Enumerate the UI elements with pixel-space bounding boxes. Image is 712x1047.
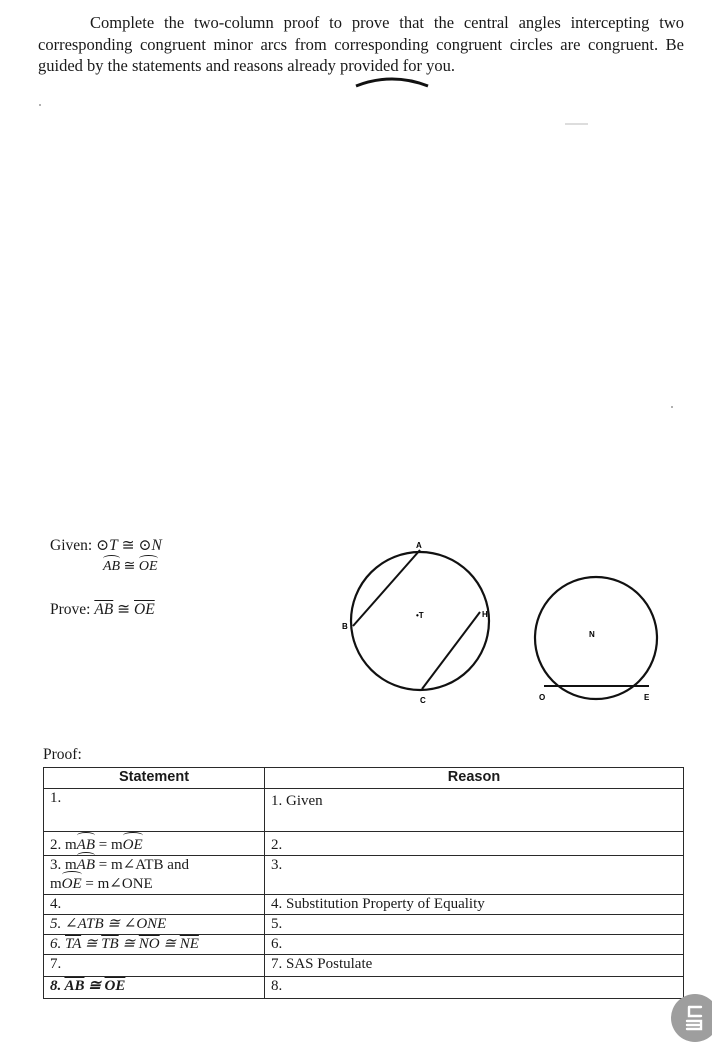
proof-row-2 [44,832,684,856]
circle-t [351,552,489,690]
statement-6-prefix: 6. [50,936,65,952]
statement-8-seg-oe: $\overline{OE}$ [104,978,126,994]
proof-row-3 [44,856,684,895]
statement-1[interactable]: 1. [44,789,265,832]
statement-6-congruent-2: ≅ [118,936,139,952]
reason-2[interactable]: 2. [265,832,684,856]
statement-3[interactable] [44,856,265,895]
statement-2-mid: = m [95,837,123,853]
statement-6-seg-ne: $\overline{NE}$ [179,936,199,952]
statement-8-seg-ab: $\overline{AB}$ [64,978,85,994]
statement-header: Statement [44,768,265,789]
statement-6-seg-ta: $\overline{TA}$ [65,936,82,952]
proof-row-4 [44,895,684,915]
circle-symbol-icon: ⊙ [138,537,152,554]
given-circle-n: N [151,537,162,554]
proof-header-row [44,768,684,789]
statement-8-prefix: 8. [50,978,65,994]
statement-7[interactable]: 7. [44,955,265,977]
statement-3-line2-prefix: m [50,876,62,892]
prove-block [50,600,155,619]
circle-symbol-icon: ⊙ [96,537,110,554]
statement-3-arc-ab: AB [76,857,95,873]
statement-3-mid: = m∠ATB and [95,857,189,873]
statement-2[interactable] [44,832,265,856]
prove-seg-oe: $\overline{OE}$ [134,601,155,618]
statement-3-arc-oe: OE [61,876,82,892]
given-circle-t: T [109,537,118,554]
proof-row-8 [44,977,684,999]
reason-1[interactable]: 1. Given [265,789,684,832]
instructions: Complete the two-column proof to prove that the central angles intercepting two corresponding congruent minor arcs from corresponding congruent circles are congruent. Be guided by the statements and reasons already provided for you. [38,13,684,75]
statement-2-prefix: 2. m [50,837,77,853]
proof-row-5 [44,915,684,935]
label-c: C [420,696,426,705]
given-arc-ab: AB [103,559,121,574]
statement-6-seg-tb: $\overline{TB}$ [101,936,119,952]
reason-7[interactable]: 7. SAS Postulate [265,955,684,977]
statement-8[interactable] [44,977,265,999]
reason-5[interactable]: 5. [265,915,684,935]
statement-6[interactable] [44,935,265,955]
given-label: Given: [50,537,93,554]
statement-5[interactable]: 5. ∠ATB ≅ ∠ONE [44,915,265,935]
statement-6-congruent-3: ≅ [159,936,180,952]
statement-3-prefix: 3. m [50,857,77,873]
label-e: E [644,693,650,702]
reader-icon [671,994,712,1042]
prove-label: Prove: [50,601,91,618]
statement-6-seg-no: $\overline{NO}$ [138,936,160,952]
scan-mark [0,0,712,500]
reason-4[interactable]: 4. Substitution Property of Equality [265,895,684,915]
statement-8-congruent: ≅ [84,978,105,994]
label-n: N [589,630,595,639]
given-arcs [103,558,158,575]
circle-n [535,577,657,699]
statement-2-arc-oe: OE [122,837,143,853]
label-t: •T [416,611,424,620]
congruent-symbol: ≅ [123,559,136,574]
statement-6-congruent-1: ≅ [81,936,102,952]
label-a: A [416,541,422,550]
reason-8[interactable]: 8. [265,977,684,999]
reason-3[interactable]: 3. [265,856,684,895]
statement-3-line2-suffix: = m∠ONE [81,876,153,892]
statement-2-arc-ab: AB [76,837,95,853]
label-b: B [342,622,348,631]
given-block [50,536,162,555]
circles-figure [334,536,664,706]
congruent-symbol: ≅ [121,537,135,554]
label-o: O [539,693,546,702]
proof-label: Proof: [43,746,82,763]
statement-4[interactable]: 4. [44,895,265,915]
prove-seg-ab: $\overline{AB}$ [94,601,114,618]
reason-header: Reason [265,768,684,789]
proof-row-7 [44,955,684,977]
reason-6[interactable]: 6. [265,935,684,955]
congruent-symbol: ≅ [117,601,131,618]
chord-ch [422,612,480,689]
proof-table [43,767,684,999]
proof-row-6 [44,935,684,955]
label-h: H [482,610,488,619]
given-arc-oe: OE [138,559,158,574]
proof-row-1 [44,789,684,832]
overlay-button[interactable] [671,994,712,1042]
